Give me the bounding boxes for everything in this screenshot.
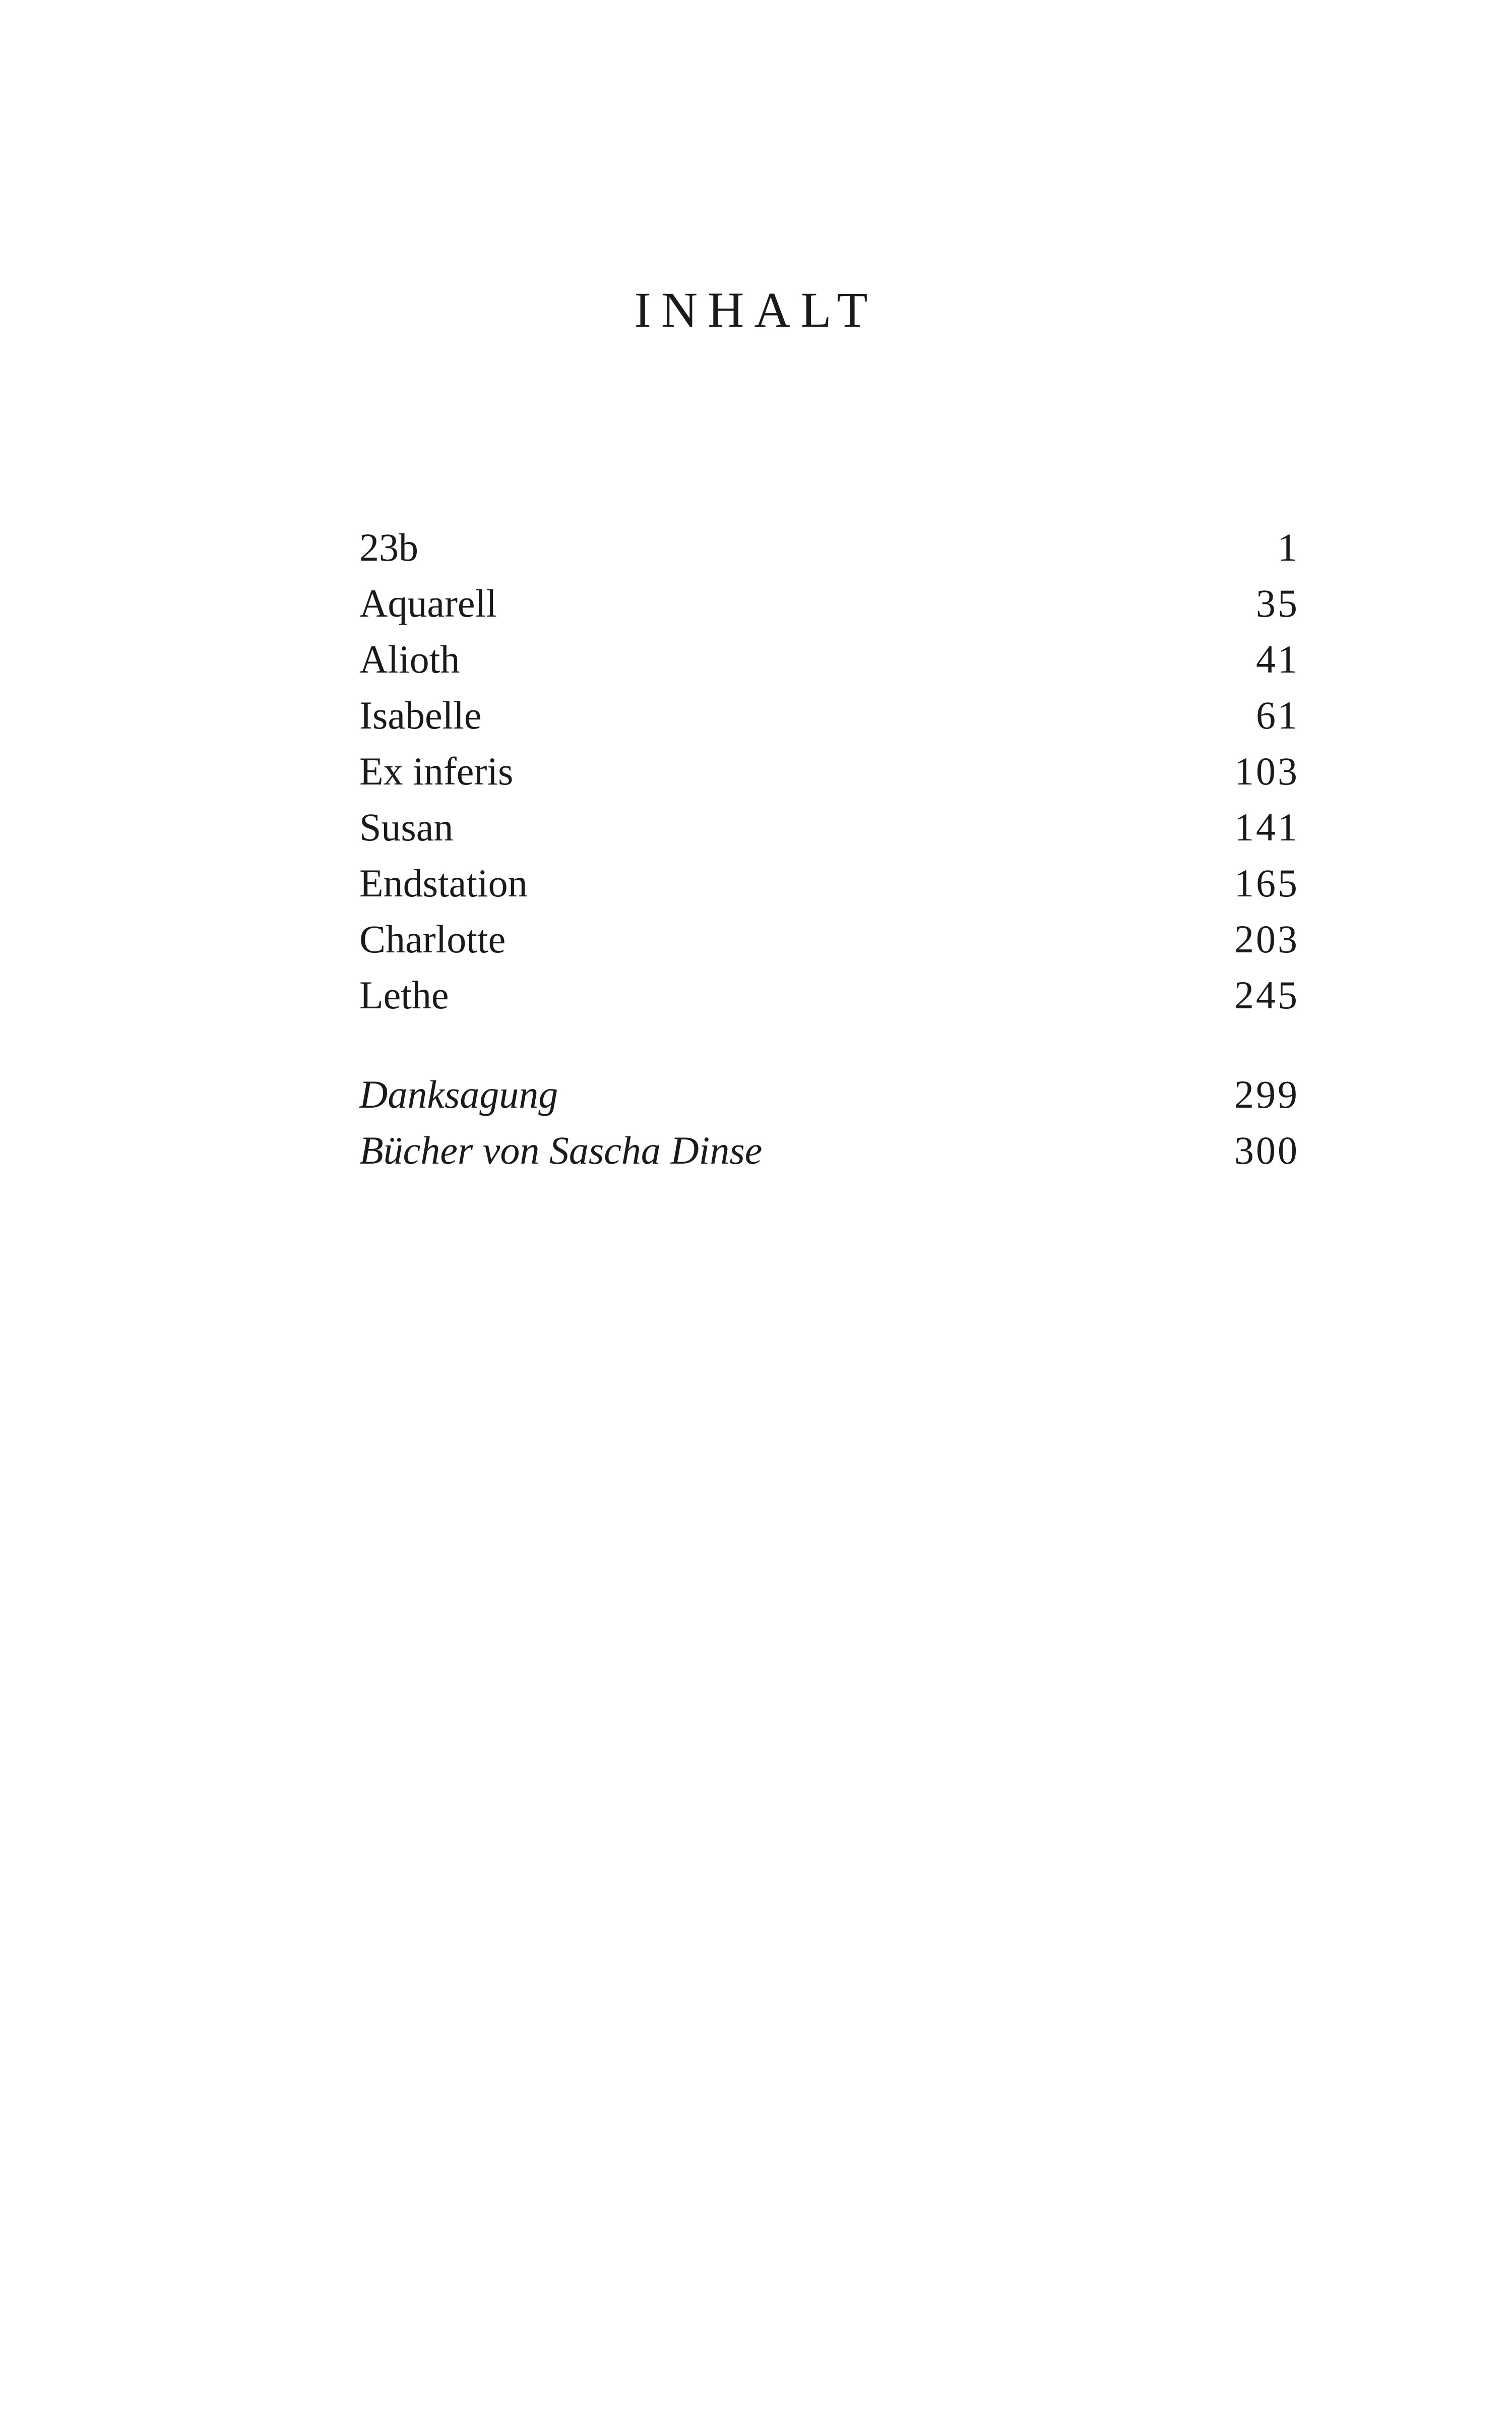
page-number: 103 [1234,749,1299,793]
page-number: 35 [1256,581,1299,625]
toc-entry [359,967,1299,1023]
toc-entry [359,799,1299,855]
page-number: 245 [1234,973,1299,1017]
toc-entry [359,575,1299,631]
chapter-list [359,519,1299,1023]
back-matter-title: Bücher von Sascha Dinse [359,1128,763,1172]
chapter-title: Charlotte [359,917,506,961]
back-matter-list [359,1066,1299,1178]
toc-entry [359,631,1299,687]
toc-entry [359,1066,1299,1122]
page-number: 61 [1256,693,1299,737]
page-number: 300 [1234,1128,1299,1172]
chapter-title: Susan [359,805,454,849]
chapter-title: Alioth [359,637,460,681]
page-number: 299 [1234,1072,1299,1116]
back-matter-title: Danksagung [359,1072,558,1116]
chapter-title: Endstation [359,861,528,905]
chapter-title: 23b [359,525,418,569]
toc-entry [359,743,1299,799]
toc-entry [359,855,1299,911]
chapter-title: Lethe [359,973,449,1017]
chapter-title: Ex inferis [359,749,514,793]
page-number: 203 [1234,917,1299,961]
toc-entry [359,1122,1299,1178]
toc-entry [359,519,1299,575]
page-number: 41 [1256,637,1299,681]
chapter-title: Aquarell [359,581,497,625]
page-number: 165 [1234,861,1299,905]
toc-entry [359,687,1299,743]
page-title: INHALT [634,282,878,338]
chapter-title: Isabelle [359,693,482,737]
table-of-contents [359,519,1299,1178]
toc-entry [359,911,1299,967]
page-number: 1 [1278,525,1299,569]
page-number: 141 [1234,805,1299,849]
